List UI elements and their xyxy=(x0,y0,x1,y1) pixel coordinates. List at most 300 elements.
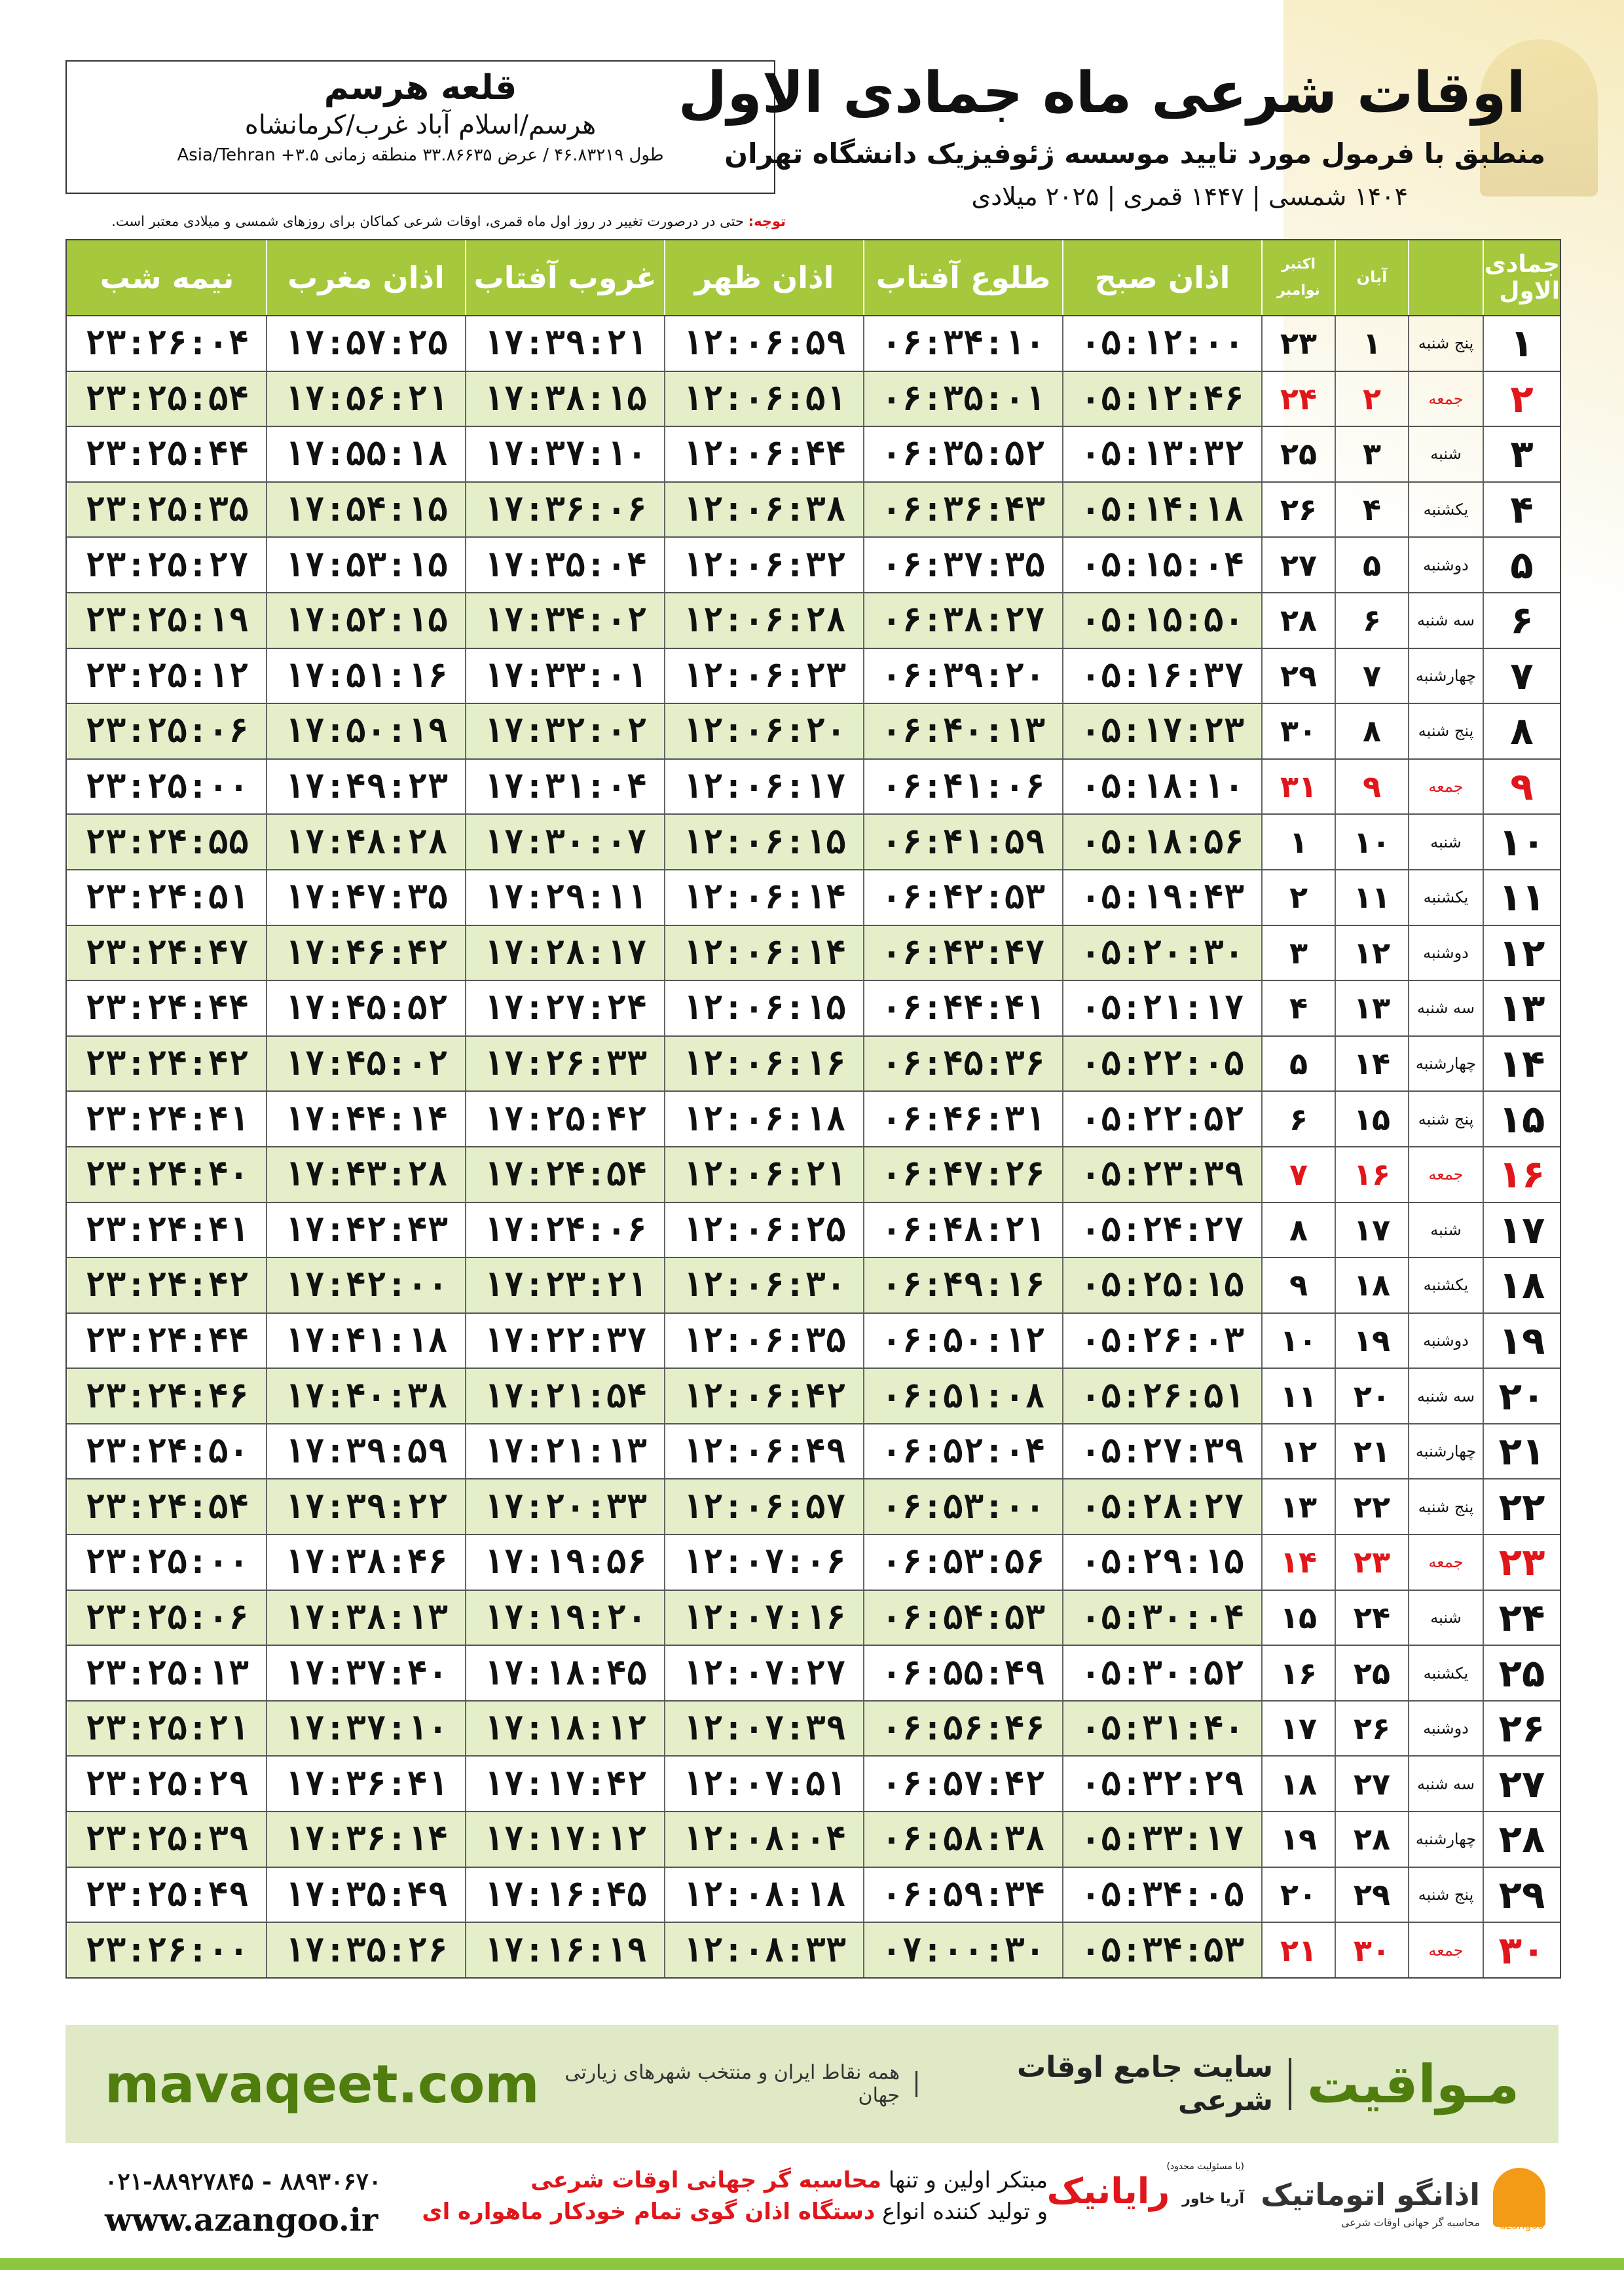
fajr-time-cell: ۰۵:۱۷:۲۳ xyxy=(1062,704,1261,758)
weekday-cell: جمعه xyxy=(1408,760,1483,814)
hijri-day-cell: ۸ xyxy=(1483,704,1560,758)
header-hijri-label: جمادی الاول xyxy=(1484,251,1560,305)
header-midnight xyxy=(68,240,266,315)
sunrise-time-cell: ۰۶:۵۵:۴۹ xyxy=(863,1646,1062,1700)
midnight-time-cell: ۲۳:۲۴:۵۵ xyxy=(68,815,266,869)
weekday-cell: پنج شنبه xyxy=(1408,316,1483,371)
brand-divider xyxy=(1289,2058,1291,2110)
hijri-day-cell: ۲۰ xyxy=(1483,1369,1560,1423)
midnight-time-cell: ۲۳:۲۵:۰۶ xyxy=(68,1591,266,1645)
aban-day-cell: ۱۷ xyxy=(1335,1203,1408,1257)
fajr-time-cell: ۰۵:۲۱:۱۷ xyxy=(1062,981,1261,1035)
gregorian-day-cell: ۱۱ xyxy=(1261,1369,1335,1423)
sunset-time-cell: ۱۷:۱۶:۱۹ xyxy=(465,1923,664,1977)
dhuhr-time-cell: ۱۲:۰۶:۲۳ xyxy=(664,649,863,703)
aban-day-cell: ۱۹ xyxy=(1335,1314,1408,1368)
maghrib-time-cell: ۱۷:۵۶:۲۱ xyxy=(266,372,465,426)
table-row xyxy=(67,1923,1560,1977)
aban-day-cell: ۱ xyxy=(1335,316,1408,371)
fajr-time-cell: ۰۵:۳۰:۵۲ xyxy=(1062,1646,1261,1700)
sunrise-time-cell: ۰۷:۰۰:۳۰ xyxy=(863,1923,1062,1977)
notice-label: توجه: xyxy=(748,214,786,229)
midnight-time-cell: ۲۳:۲۵:۲۱ xyxy=(68,1702,266,1756)
gregorian-day-cell: ۲۷ xyxy=(1261,538,1335,592)
sunset-time-cell: ۱۷:۱۹:۲۰ xyxy=(465,1591,664,1645)
azangoo-logo-en: azangoo xyxy=(1500,2219,1544,2231)
table-header xyxy=(67,240,1560,316)
sunset-time-cell: ۱۷:۲۸:۱۷ xyxy=(465,926,664,980)
weekday-cell: شنبه xyxy=(1408,427,1483,481)
sunset-time-cell: ۱۷:۲۲:۳۷ xyxy=(465,1314,664,1368)
gregorian-day-cell: ۲۱ xyxy=(1261,1923,1335,1977)
weekday-cell: پنج شنبه xyxy=(1408,1479,1483,1534)
maghrib-time-cell: ۱۷:۵۴:۱۵ xyxy=(266,483,465,537)
weekday-cell: شنبه xyxy=(1408,1203,1483,1257)
gregorian-day-cell: ۲۳ xyxy=(1261,316,1335,371)
gregorian-day-cell: ۱۲ xyxy=(1261,1424,1335,1479)
midnight-time-cell: ۲۳:۲۴:۴۶ xyxy=(68,1369,266,1423)
header-dhuhr-label: اذان ظهر xyxy=(694,260,834,295)
sunset-time-cell: ۱۷:۱۷:۴۲ xyxy=(465,1757,664,1811)
fajr-time-cell: ۰۵:۱۸:۱۰ xyxy=(1062,760,1261,814)
table-row xyxy=(67,1037,1560,1092)
fajr-time-cell: ۰۵:۲۰:۳۰ xyxy=(1062,926,1261,980)
sunrise-time-cell: ۰۶:۴۴:۴۱ xyxy=(863,981,1062,1035)
header-midnight-label: نیمه شب xyxy=(100,260,234,295)
phone-numbers: ۰۲۱-۸۸۹۲۷۸۴۵ - ۸۸۹۳۰۶۷۰ xyxy=(105,2168,382,2195)
gregorian-day-cell: ۷ xyxy=(1261,1147,1335,1202)
maghrib-time-cell: ۱۷:۳۵:۴۹ xyxy=(266,1868,465,1922)
hijri-day-cell: ۱۶ xyxy=(1483,1147,1560,1202)
midnight-time-cell: ۲۳:۲۴:۴۷ xyxy=(68,926,266,980)
table-row xyxy=(67,316,1560,372)
sunrise-time-cell: ۰۶:۳۵:۰۱ xyxy=(863,372,1062,426)
midnight-time-cell: ۲۳:۲۵:۰۰ xyxy=(68,1535,266,1590)
table-body xyxy=(67,316,1560,1977)
weekday-cell: دوشنبه xyxy=(1408,926,1483,980)
gregorian-day-cell: ۲۶ xyxy=(1261,483,1335,537)
dhuhr-time-cell: ۱۲:۰۶:۱۶ xyxy=(664,1037,863,1091)
weekday-cell: سه شنبه xyxy=(1408,1757,1483,1811)
table-row xyxy=(67,1479,1560,1535)
sunrise-time-cell: ۰۶:۴۲:۵۳ xyxy=(863,870,1062,925)
weekday-cell: چهارشنبه xyxy=(1408,1037,1483,1091)
hijri-day-cell: ۲۶ xyxy=(1483,1702,1560,1756)
aban-day-cell: ۲۷ xyxy=(1335,1757,1408,1811)
sunrise-time-cell: ۰۶:۵۷:۴۲ xyxy=(863,1757,1062,1811)
aban-day-cell: ۹ xyxy=(1335,760,1408,814)
fajr-time-cell: ۰۵:۳۴:۰۵ xyxy=(1062,1868,1261,1922)
weekday-cell: جمعه xyxy=(1408,1923,1483,1977)
city-path: هرسم/اسلام آباد غرب/کرمانشاه xyxy=(244,110,597,140)
dhuhr-time-cell: ۱۲:۰۶:۳۸ xyxy=(664,483,863,537)
dhuhr-time-cell: ۱۲:۰۷:۱۶ xyxy=(664,1591,863,1645)
maghrib-time-cell: ۱۷:۴۵:۰۲ xyxy=(266,1037,465,1091)
hijri-day-cell: ۹ xyxy=(1483,760,1560,814)
fajr-time-cell: ۰۵:۱۹:۴۳ xyxy=(1062,870,1261,925)
sunset-time-cell: ۱۷:۱۸:۴۵ xyxy=(465,1646,664,1700)
notice xyxy=(65,214,786,229)
sunset-time-cell: ۱۷:۳۶:۰۶ xyxy=(465,483,664,537)
gregorian-day-cell: ۲۴ xyxy=(1261,372,1335,426)
header-fajr-label: اذان صبح xyxy=(1094,260,1230,295)
gregorian-day-cell: ۱۶ xyxy=(1261,1646,1335,1700)
aban-day-cell: ۶ xyxy=(1335,593,1408,648)
hijri-day-cell: ۷ xyxy=(1483,649,1560,703)
midnight-time-cell: ۲۳:۲۵:۰۰ xyxy=(68,760,266,814)
dhuhr-time-cell: ۱۲:۰۶:۴۹ xyxy=(664,1424,863,1479)
page-subtitle: منطبق با فرمول مورد تایید موسسه ژئوفیزیک دانشگاه تهران xyxy=(724,138,1545,170)
gregorian-day-cell: ۳۰ xyxy=(1261,704,1335,758)
hijri-day-cell: ۱۷ xyxy=(1483,1203,1560,1257)
fajr-time-cell: ۰۵:۱۲:۰۰ xyxy=(1062,316,1261,371)
header-sunset xyxy=(465,240,664,315)
table-row xyxy=(67,1424,1560,1480)
sunrise-time-cell: ۰۶:۴۵:۳۶ xyxy=(863,1037,1062,1091)
brand-name: مـواقیت xyxy=(1306,2053,1519,2115)
maghrib-time-cell: ۱۷:۴۵:۵۲ xyxy=(266,981,465,1035)
maghrib-time-cell: ۱۷:۵۰:۱۹ xyxy=(266,704,465,758)
sunrise-time-cell: ۰۶:۵۸:۳۸ xyxy=(863,1812,1062,1867)
sunrise-time-cell: ۰۶:۳۵:۵۲ xyxy=(863,427,1062,481)
hijri-day-cell: ۱۸ xyxy=(1483,1258,1560,1312)
dhuhr-time-cell: ۱۲:۰۷:۲۷ xyxy=(664,1646,863,1700)
midnight-time-cell: ۲۳:۲۴:۴۱ xyxy=(68,1092,266,1146)
maghrib-time-cell: ۱۷:۳۶:۴۱ xyxy=(266,1757,465,1811)
azangoo-logo-text: اذانگو اتوماتیک xyxy=(1261,2177,1480,2212)
sunset-time-cell: ۱۷:۳۰:۰۷ xyxy=(465,815,664,869)
midnight-time-cell: ۲۳:۲۵:۲۷ xyxy=(68,538,266,592)
maghrib-time-cell: ۱۷:۴۶:۴۲ xyxy=(266,926,465,980)
fajr-time-cell: ۰۵:۱۵:۰۴ xyxy=(1062,538,1261,592)
table-row xyxy=(67,1147,1560,1203)
notice-text: حتی در درصورت تغییر در روز اول ماه قمری، اوقات شرعی کماکان برای روزهای شمسی و میلادی معتبر است. xyxy=(111,214,744,229)
dhuhr-time-cell: ۱۲:۰۶:۱۵ xyxy=(664,981,863,1035)
table-row xyxy=(67,538,1560,593)
maghrib-time-cell: ۱۷:۴۱:۱۸ xyxy=(266,1314,465,1368)
weekday-cell: شنبه xyxy=(1408,1591,1483,1645)
midnight-time-cell: ۲۳:۲۵:۴۴ xyxy=(68,427,266,481)
dhuhr-time-cell: ۱۲:۰۶:۵۷ xyxy=(664,1479,863,1534)
weekday-cell: پنج شنبه xyxy=(1408,704,1483,758)
dhuhr-time-cell: ۱۲:۰۷:۵۱ xyxy=(664,1757,863,1811)
sunrise-time-cell: ۰۶:۵۳:۰۰ xyxy=(863,1479,1062,1534)
aban-day-cell: ۵ xyxy=(1335,538,1408,592)
maghrib-time-cell: ۱۷:۳۸:۴۶ xyxy=(266,1535,465,1590)
weekday-cell: پنج شنبه xyxy=(1408,1868,1483,1922)
fajr-time-cell: ۰۵:۱۶:۳۷ xyxy=(1062,649,1261,703)
maghrib-time-cell: ۱۷:۳۹:۲۲ xyxy=(266,1479,465,1534)
aban-day-cell: ۲۶ xyxy=(1335,1702,1408,1756)
sunset-time-cell: ۱۷:۲۱:۵۴ xyxy=(465,1369,664,1423)
sunset-time-cell: ۱۷:۱۶:۴۵ xyxy=(465,1868,664,1922)
table-row xyxy=(67,1868,1560,1924)
table-row xyxy=(67,427,1560,483)
midnight-time-cell: ۲۳:۲۵:۱۳ xyxy=(68,1646,266,1700)
dhuhr-time-cell: ۱۲:۰۶:۱۵ xyxy=(664,815,863,869)
gregorian-day-cell: ۲۵ xyxy=(1261,427,1335,481)
aban-day-cell: ۱۵ xyxy=(1335,1092,1408,1146)
table-row xyxy=(67,981,1560,1037)
dhuhr-time-cell: ۱۲:۰۶:۳۰ xyxy=(664,1258,863,1312)
aban-day-cell: ۱۶ xyxy=(1335,1147,1408,1202)
table-row xyxy=(67,815,1560,870)
sunset-time-cell: ۱۷:۱۹:۵۶ xyxy=(465,1535,664,1590)
maghrib-time-cell: ۱۷:۴۲:۴۳ xyxy=(266,1203,465,1257)
azangoo-logo-subtitle: محاسبه گر جهانی اوقات شرعی xyxy=(1340,2216,1480,2229)
brand-block xyxy=(540,2051,1519,2117)
dhuhr-time-cell: ۱۲:۰۶:۱۴ xyxy=(664,926,863,980)
fajr-time-cell: ۰۵:۳۰:۰۴ xyxy=(1062,1591,1261,1645)
header-november-label: نوامبر xyxy=(1277,282,1320,299)
description-line-1 xyxy=(422,2165,1048,2197)
table-row xyxy=(67,1591,1560,1647)
weekday-cell: چهارشنبه xyxy=(1408,649,1483,703)
gregorian-day-cell: ۱۳ xyxy=(1261,1479,1335,1534)
hijri-day-cell: ۴ xyxy=(1483,483,1560,537)
page-title: اوقات شرعی ماه جمادی الاول xyxy=(678,60,1526,126)
midnight-time-cell: ۲۳:۲۴:۴۴ xyxy=(68,1314,266,1368)
hijri-day-cell: ۵ xyxy=(1483,538,1560,592)
table-row xyxy=(67,1258,1560,1314)
midnight-time-cell: ۲۳:۲۵:۲۹ xyxy=(68,1757,266,1811)
maghrib-time-cell: ۱۷:۵۵:۱۸ xyxy=(266,427,465,481)
gregorian-day-cell: ۴ xyxy=(1261,981,1335,1035)
weekday-cell: یکشنبه xyxy=(1408,483,1483,537)
table-row xyxy=(67,1203,1560,1259)
maghrib-time-cell: ۱۷:۵۷:۲۵ xyxy=(266,316,465,371)
header-sunrise-label: طلوع آفتاب xyxy=(876,260,1051,295)
gregorian-day-cell: ۲۰ xyxy=(1261,1868,1335,1922)
weekday-cell: سه شنبه xyxy=(1408,981,1483,1035)
sunrise-time-cell: ۰۶:۵۹:۳۴ xyxy=(863,1868,1062,1922)
fajr-time-cell: ۰۵:۱۴:۱۸ xyxy=(1062,483,1261,537)
table-row xyxy=(67,704,1560,760)
fajr-time-cell: ۰۵:۲۲:۵۲ xyxy=(1062,1092,1261,1146)
fajr-time-cell: ۰۵:۲۸:۲۷ xyxy=(1062,1479,1261,1534)
maghrib-time-cell: ۱۷:۳۷:۱۰ xyxy=(266,1702,465,1756)
weekday-cell: سه شنبه xyxy=(1408,593,1483,648)
aban-day-cell: ۲۱ xyxy=(1335,1424,1408,1479)
midnight-time-cell: ۲۳:۲۵:۱۹ xyxy=(68,593,266,648)
dhuhr-time-cell: ۱۲:۰۶:۱۸ xyxy=(664,1092,863,1146)
hijri-day-cell: ۱۵ xyxy=(1483,1092,1560,1146)
table-row xyxy=(67,1535,1560,1591)
midnight-time-cell: ۲۳:۲۵:۵۴ xyxy=(68,372,266,426)
hijri-day-cell: ۲۸ xyxy=(1483,1812,1560,1867)
sunset-time-cell: ۱۷:۳۲:۰۲ xyxy=(465,704,664,758)
maghrib-time-cell: ۱۷:۴۳:۲۸ xyxy=(266,1147,465,1202)
hijri-day-cell: ۲۱ xyxy=(1483,1424,1560,1479)
midnight-time-cell: ۲۳:۲۵:۰۶ xyxy=(68,704,266,758)
sunset-time-cell: ۱۷:۲۳:۲۱ xyxy=(465,1258,664,1312)
hijri-day-cell: ۲۳ xyxy=(1483,1535,1560,1590)
table-row xyxy=(67,926,1560,982)
weekday-cell: چهارشنبه xyxy=(1408,1812,1483,1867)
sunrise-time-cell: ۰۶:۴۶:۳۱ xyxy=(863,1092,1062,1146)
aban-day-cell: ۲۹ xyxy=(1335,1868,1408,1922)
city-name: قلعه هرسم xyxy=(323,68,517,107)
maghrib-time-cell: ۱۷:۳۸:۱۳ xyxy=(266,1591,465,1645)
website-link[interactable]: www.azangoo.ir xyxy=(105,2202,378,2239)
sunrise-time-cell: ۰۶:۵۱:۰۸ xyxy=(863,1369,1062,1423)
sunset-time-cell: ۱۷:۲۶:۳۳ xyxy=(465,1037,664,1091)
gregorian-day-cell: ۱۷ xyxy=(1261,1702,1335,1756)
hijri-day-cell: ۱۱ xyxy=(1483,870,1560,925)
maghrib-time-cell: ۱۷:۴۲:۰۰ xyxy=(266,1258,465,1312)
weekday-cell: دوشنبه xyxy=(1408,1702,1483,1756)
dhuhr-time-cell: ۱۲:۰۶:۱۷ xyxy=(664,760,863,814)
sunset-time-cell: ۱۷:۳۱:۰۴ xyxy=(465,760,664,814)
fajr-time-cell: ۰۵:۲۵:۱۵ xyxy=(1062,1258,1261,1312)
sunrise-time-cell: ۰۶:۳۷:۳۵ xyxy=(863,538,1062,592)
sunset-time-cell: ۱۷:۳۷:۱۰ xyxy=(465,427,664,481)
gregorian-day-cell: ۹ xyxy=(1261,1258,1335,1312)
hijri-day-cell: ۱ xyxy=(1483,316,1560,371)
table-row xyxy=(67,483,1560,538)
hijri-day-cell: ۳۰ xyxy=(1483,1923,1560,1977)
sunrise-time-cell: ۰۶:۵۶:۴۶ xyxy=(863,1702,1062,1756)
maghrib-time-cell: ۱۷:۴۹:۲۳ xyxy=(266,760,465,814)
gregorian-day-cell: ۱۴ xyxy=(1261,1535,1335,1590)
hijri-day-cell: ۱۲ xyxy=(1483,926,1560,980)
hijri-day-cell: ۲۵ xyxy=(1483,1646,1560,1700)
header-gregorian xyxy=(1261,240,1335,315)
fajr-time-cell: ۰۵:۳۱:۴۰ xyxy=(1062,1702,1261,1756)
fajr-time-cell: ۰۵:۳۴:۵۳ xyxy=(1062,1923,1261,1977)
weekday-cell: سه شنبه xyxy=(1408,1369,1483,1423)
header-maghrib-label: اذان مغرب xyxy=(287,260,445,295)
sunset-time-cell: ۱۷:۲۱:۱۳ xyxy=(465,1424,664,1479)
hijri-day-cell: ۲ xyxy=(1483,372,1560,426)
weekday-cell: شنبه xyxy=(1408,815,1483,869)
header-october-label: اکتبر xyxy=(1282,256,1316,273)
hijri-day-cell: ۲۷ xyxy=(1483,1757,1560,1811)
footer xyxy=(65,2161,1559,2240)
sunset-time-cell: ۱۷:۱۷:۱۲ xyxy=(465,1812,664,1867)
aban-day-cell: ۱۰ xyxy=(1335,815,1408,869)
fajr-time-cell: ۰۵:۱۸:۵۶ xyxy=(1062,815,1261,869)
sunrise-time-cell: ۰۶:۴۳:۴۷ xyxy=(863,926,1062,980)
hijri-day-cell: ۱۳ xyxy=(1483,981,1560,1035)
sunrise-time-cell: ۰۶:۴۱:۵۹ xyxy=(863,815,1062,869)
rayanik-logo-subtitle: (با مسئولیت محدود) xyxy=(1166,2161,1244,2172)
description-line-2 xyxy=(422,2197,1048,2228)
midnight-time-cell: ۲۳:۲۵:۳۹ xyxy=(68,1812,266,1867)
dhuhr-time-cell: ۱۲:۰۸:۳۳ xyxy=(664,1923,863,1977)
header-maghrib xyxy=(266,240,465,315)
maghrib-time-cell: ۱۷:۳۶:۱۴ xyxy=(266,1812,465,1867)
gregorian-day-cell: ۱۵ xyxy=(1261,1591,1335,1645)
midnight-time-cell: ۲۳:۲۵:۴۹ xyxy=(68,1868,266,1922)
city-info-box xyxy=(65,60,775,194)
aban-day-cell: ۲۰ xyxy=(1335,1369,1408,1423)
sunrise-time-cell: ۰۶:۳۹:۲۰ xyxy=(863,649,1062,703)
maghrib-time-cell: ۱۷:۴۸:۲۸ xyxy=(266,815,465,869)
fajr-time-cell: ۰۵:۱۵:۵۰ xyxy=(1062,593,1261,648)
hijri-day-cell: ۲۲ xyxy=(1483,1479,1560,1534)
aban-day-cell: ۱۱ xyxy=(1335,870,1408,925)
midnight-time-cell: ۲۳:۲۴:۵۴ xyxy=(68,1479,266,1534)
desc-1a: مبتکر اولین و تنها xyxy=(881,2167,1048,2193)
fajr-time-cell: ۰۵:۱۲:۴۶ xyxy=(1062,372,1261,426)
fajr-time-cell: ۰۵:۲۲:۰۵ xyxy=(1062,1037,1261,1091)
midnight-time-cell: ۲۳:۲۴:۵۱ xyxy=(68,870,266,925)
table-row xyxy=(67,1757,1560,1812)
header-hijri xyxy=(1483,240,1560,315)
year-dates: ۱۴۰۴ شمسی | ۱۴۴۷ قمری | ۲۰۲۵ میلادی xyxy=(971,182,1408,211)
table-row xyxy=(67,760,1560,815)
gregorian-day-cell: ۲۸ xyxy=(1261,593,1335,648)
maghrib-time-cell: ۱۷:۴۷:۳۵ xyxy=(266,870,465,925)
gregorian-day-cell: ۳ xyxy=(1261,926,1335,980)
header-weekday-spacer xyxy=(1408,240,1483,315)
sunrise-time-cell: ۰۶:۳۴:۱۰ xyxy=(863,316,1062,371)
hijri-day-cell: ۶ xyxy=(1483,593,1560,648)
header-sunset-label: غروب آفتاب xyxy=(473,260,657,295)
desc-2a: و تولید کننده انواع xyxy=(875,2198,1048,2225)
table-row xyxy=(67,1702,1560,1757)
gregorian-day-cell: ۱۹ xyxy=(1261,1812,1335,1867)
gregorian-day-cell: ۶ xyxy=(1261,1092,1335,1146)
aban-day-cell: ۳ xyxy=(1335,427,1408,481)
maghrib-time-cell: ۱۷:۵۱:۱۶ xyxy=(266,649,465,703)
sunset-time-cell: ۱۷:۲۴:۵۴ xyxy=(465,1147,664,1202)
maghrib-time-cell: ۱۷:۵۳:۱۵ xyxy=(266,538,465,592)
hijri-day-cell: ۱۰ xyxy=(1483,815,1560,869)
gregorian-day-cell: ۱ xyxy=(1261,815,1335,869)
table-row xyxy=(67,1092,1560,1147)
maghrib-time-cell: ۱۷:۳۷:۴۰ xyxy=(266,1646,465,1700)
sunrise-time-cell: ۰۶:۴۹:۱۶ xyxy=(863,1258,1062,1312)
weekday-cell: جمعه xyxy=(1408,1535,1483,1590)
hijri-day-cell: ۲۴ xyxy=(1483,1591,1560,1645)
header-sunrise xyxy=(863,240,1062,315)
hijri-day-cell: ۱۹ xyxy=(1483,1314,1560,1368)
sunset-time-cell: ۱۷:۳۳:۰۱ xyxy=(465,649,664,703)
weekday-cell: جمعه xyxy=(1408,372,1483,426)
aban-day-cell: ۷ xyxy=(1335,649,1408,703)
fajr-time-cell: ۰۵:۲۷:۳۹ xyxy=(1062,1424,1261,1479)
sunset-time-cell: ۱۷:۳۴:۰۲ xyxy=(465,593,664,648)
table-row xyxy=(67,1646,1560,1702)
desc-2b: دستگاه اذان گوی تمام خودکار ماهواره ای xyxy=(422,2198,876,2225)
sunset-time-cell: ۱۷:۳۸:۱۵ xyxy=(465,372,664,426)
dhuhr-time-cell: ۱۲:۰۶:۴۴ xyxy=(664,427,863,481)
rayanik-logo-text: رایانیک xyxy=(1046,2170,1170,2212)
sunset-time-cell: ۱۷:۲۴:۰۶ xyxy=(465,1203,664,1257)
maghrib-time-cell: ۱۷:۴۴:۱۴ xyxy=(266,1092,465,1146)
aban-day-cell: ۲۴ xyxy=(1335,1591,1408,1645)
gregorian-day-cell: ۳۱ xyxy=(1261,760,1335,814)
brand-tagline-secondary: همه نقاط ایران و منتخب شهرهای زیارتی جهان xyxy=(564,2061,900,2107)
site-url-link[interactable]: mavaqeet.com xyxy=(105,2053,540,2115)
fajr-time-cell: ۰۵:۳۳:۱۷ xyxy=(1062,1812,1261,1867)
midnight-time-cell: ۲۳:۲۶:۰۴ xyxy=(68,316,266,371)
brand-tagline: سایت جامع اوقات شرعی xyxy=(1017,2051,1274,2117)
sunrise-time-cell: ۰۶:۴۰:۱۳ xyxy=(863,704,1062,758)
fajr-time-cell: ۰۵:۲۶:۰۳ xyxy=(1062,1314,1261,1368)
prayer-times-table xyxy=(65,239,1561,1979)
fajr-time-cell: ۰۵:۲۴:۲۷ xyxy=(1062,1203,1261,1257)
dhuhr-time-cell: ۱۲:۰۶:۵۹ xyxy=(664,316,863,371)
header-fajr xyxy=(1062,240,1261,315)
aban-day-cell: ۴ xyxy=(1335,483,1408,537)
gregorian-day-cell: ۱۸ xyxy=(1261,1757,1335,1811)
sunrise-time-cell: ۰۶:۵۲:۰۴ xyxy=(863,1424,1062,1479)
dhuhr-time-cell: ۱۲:۰۸:۱۸ xyxy=(664,1868,863,1922)
aban-day-cell: ۱۳ xyxy=(1335,981,1408,1035)
